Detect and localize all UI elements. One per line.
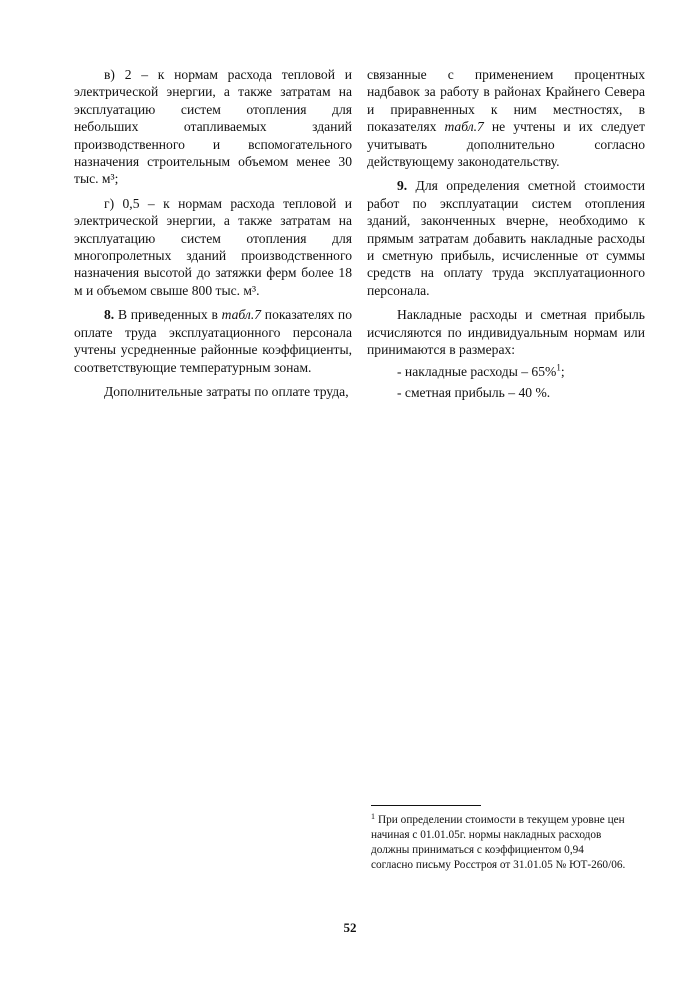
left-column: [74, 66, 352, 407]
paragraph-g: г) 0,5 – к нормам расхода тепловой и электрической энергии, а также затратам на эксплуатацию систем отопления для многопролетных зданий производственного назначения высотой до затяжки ферм более 18 м и объемом свыше 800 тыс. м³.: [74, 195, 352, 298]
footnote: [371, 809, 626, 873]
paragraph-overhead: Накладные расходы и сметная прибыль исчисляются по индивидуальным нормам или принимаются в размерах:: [367, 307, 645, 358]
table-reference: табл.7: [221, 307, 262, 323]
paragraph-8: [74, 306, 352, 376]
list-item-overhead-text: - накладные расходы – 65%: [397, 363, 557, 379]
paragraph-continuation: [367, 66, 645, 170]
continuation-text-a: связанные с применением процентных надбавок за работу в районах Крайнего Севера и приравненных к ним местностях, в показателях: [367, 67, 645, 135]
footnote-reference: 1: [556, 361, 561, 372]
paragraph-extra-pay: Дополнительные затраты по оплате труда,: [104, 383, 349, 399]
paragraph-9-text: Для определения сметной стоимости работ по эксплуатации систем отопления зданий, законченных вчерне, необходимо к прямым затратам добавить накладные расходы и сметную прибыль, исчисленные от суммы средств на оплату труда эксплуатационного персонала.: [367, 178, 645, 298]
footnote-mark: 1: [371, 812, 375, 821]
page-number: 52: [343, 920, 357, 935]
paragraph-v: в) 2 – к нормам расхода тепловой и электрической энергии, а также затратам на эксплуатацию систем отопления для небольших отапливаемых зданий производственного и вспомогательного назначения строительным объемом менее 30 тыс. м³;: [74, 67, 352, 187]
list-item-profit: - сметная прибыль – 40 %.: [397, 384, 551, 400]
item-number-8: 8.: [104, 307, 115, 323]
footnote-divider: [371, 805, 481, 806]
list-item-overhead-end: ;: [560, 363, 565, 379]
right-column: [367, 66, 645, 408]
continuation-text-b: не учтены и их следует учитывать дополнительно согласно действующему законодательству.: [367, 119, 646, 170]
paragraph-9: [367, 177, 645, 299]
paragraph-8-text-b: показателях по оплате труда эксплуатационного персонала учтены усредненные районные коэффициенты, соответствующие температурным зонам.: [74, 307, 352, 375]
table-reference: табл.7: [444, 119, 484, 135]
paragraph-8-text-a: В приведенных в: [114, 307, 222, 323]
item-number-9: 9.: [397, 178, 408, 194]
list-item-overhead: [367, 363, 645, 380]
footnote-text: При определении стоимости в текущем уровне цен начиная с 01.01.05г. нормы накладных расходов должны приниматься с коэффициентом 0,94 согласно письму Росстроя от 31.01.05 № ЮТ-260/06.: [371, 814, 626, 871]
